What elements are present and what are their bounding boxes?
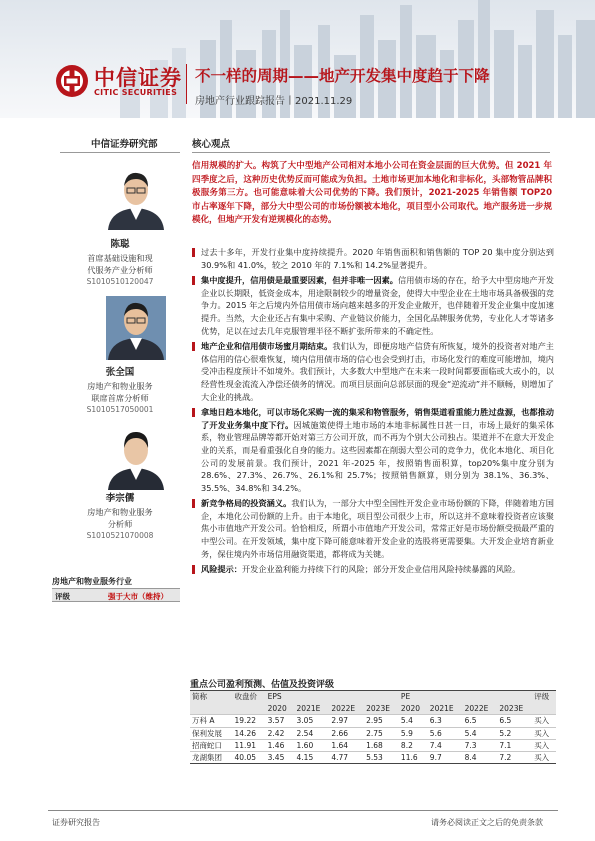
analyst-name: 张全国 <box>105 367 135 378</box>
forecast-table <box>190 690 556 764</box>
analyst-photo-2 <box>106 296 166 360</box>
analyst-photo-3 <box>106 426 166 490</box>
analyst-card-3 <box>60 492 180 542</box>
industry-label: 房地产和物业服务行业 <box>52 577 132 586</box>
analyst-role: 联席首席分析师 <box>91 393 149 403</box>
bullet-marker <box>192 499 195 508</box>
forecast-table-title: 重点公司盈利预测、估值及投资评级 <box>190 680 335 690</box>
year-cell: 2023E <box>364 703 399 715</box>
year-cell: 2021E <box>295 703 330 715</box>
analyst-cert: S1010521070008 <box>86 531 154 540</box>
year-cell: 2022E <box>463 703 498 715</box>
rating-label: 评级 <box>55 592 70 601</box>
analyst-cert: S1010510120047 <box>86 277 154 286</box>
core-view-heading: 核心观点 <box>192 139 231 150</box>
logo-text-cn: 中信证券 <box>94 66 182 90</box>
header-divider <box>186 64 187 104</box>
bullet-marker <box>192 342 195 351</box>
table-row: 招商蛇口 11.91 1.46 1.60 1.64 1.68 8.2 7.4 7.3 7.1 买入 <box>190 739 556 751</box>
bullet-item: 风险提示：开发企业盈利能力持续下行的风险；部分开发企业信用风险持续暴露的风险。 <box>192 563 554 576</box>
bullet-marker <box>192 276 195 285</box>
analyst-name: 李宗儒 <box>105 493 135 504</box>
table-header-row <box>190 691 556 703</box>
research-dept-label: 中信证券研究部 <box>91 139 158 150</box>
bullet-marker <box>192 408 195 417</box>
core-summary: 信用规模的扩大。构筑了大中型地产公司相对本地小公司在资金层面的巨大优势。但 2021 年四季度之后，这种历史优势反而可能成为负担。土地市场更加本地化和非标化，头部物管品牌积极服务第三方。也可能意味着大公司优势的下降。我们预计，2021-2025 年销售额 TOP20 市占率逐年下降，部分大中型公司的市场份额被本地化，项目型小公司取代。地产服务进一步规模化，但地产开发有逆规模化的态势。 <box>192 161 552 226</box>
header-banner <box>0 0 595 118</box>
col-name-header: 简称 <box>190 691 233 703</box>
citic-logo-icon <box>55 64 89 98</box>
analyst-role: 代服务产业分析师 <box>87 265 153 275</box>
analyst-cert: S1010517050001 <box>86 405 154 414</box>
analyst-role: 首席基础设施和现 <box>87 253 153 263</box>
analyst-card-1 <box>60 238 180 288</box>
col-rating-header: 评级 <box>532 691 556 703</box>
footer-left-text: 证券研究报告 <box>52 818 100 827</box>
year-cell: 2020 <box>266 703 295 715</box>
bullet-list <box>192 246 554 579</box>
report-title: 不一样的周期——地产开发集中度趋于下降 <box>195 67 490 85</box>
year-cell: 2020 <box>399 703 428 715</box>
analyst-name: 陈聪 <box>110 239 130 250</box>
logo-text-en: CITIC SECURITIES <box>94 88 178 97</box>
bullet-item: 过去十多年，开发行业集中度持续提升。2020 年销售面积和销售额的 TOP 20 集中度分别达到 30.9%和 41.0%，较之 2010 年的 7.1%和 14.2%显著提升。 <box>192 246 554 271</box>
bullet-item: 集中度提升，信用债是最重要因素，但并非唯一因素。信用债市场的存在，给予大中型房地产开发企业以长期限，低资金成本，用途限制较少的增量资金，使得大中型企业在土地市场具备极强的竞争力。2015 年之后境内外信用债市场向越来越多的开发企业敞开，也伴随着开发企业集中度加速提升。当然，大企业还占有集中采购、产业链议价能力，全国化品牌服务优势，专业化人才等诸多优势，足以在过去几年克服管理半径不断扩张所带来的不确定性。 <box>192 274 554 337</box>
table-year-row <box>190 703 556 715</box>
core-divider <box>192 152 550 153</box>
bullet-item: 新竞争格局的投资涵义。我们认为，一部分大中型全国性开发企业市场份额的下降，伴随着地方国企，本地化公司份额的上升。由于本地化，项目型公司很少上市，所以这并不意味着投资者应该聚焦小市值地产开发公司。恰恰相反，所谓小市值地产开发公司，常常正好是市场份额受损最严重的中型公司。在开发领域，集中度下降可能意味着开发企业的选股将更需要集。大开发企业培育新业务，保住境内外市场信用融资渠道，都将成为关键。 <box>192 497 554 560</box>
table-row: 万科 A 19.22 3.57 3.05 2.97 2.95 5.4 6.3 6.5 6.5 买入 <box>190 715 556 727</box>
footer-divider <box>48 810 558 811</box>
analyst-role: 房地产和物业服务 <box>87 507 153 517</box>
analyst-card-2 <box>60 366 180 416</box>
bullet-item: 地产企业和信用债市场蜜月期结束。我们认为，即便房地产信贷有所恢复，境外的投资者对地产主体信用的信心很难恢复，境内信用债市场的信心也会受到打击，市场化发行的难度可能增加，境内受冲击程度预计不如境外。我们预计，大多数大中型地产在未来一段时间都要面临或大或小的，以经营性现金流流入净偿还债务的情况。而项目层面向总部层面的现金“逆流动”并不顺畅，则增加了大企业的挑战。 <box>192 340 554 403</box>
year-cell: 2021E <box>428 703 463 715</box>
analyst-role: 分析师 <box>107 519 133 529</box>
analyst-photo-1 <box>106 166 166 230</box>
rating-value: 强于大市（维持） <box>108 592 168 601</box>
footer-disclaimer: 请务必阅读正文之后的免责条款 <box>431 818 543 827</box>
col-price-header: 收盘价 <box>233 691 266 703</box>
bullet-item: 拿地日趋本地化，可以市场化采购一流的集采和物管服务，销售渠道看重能力胜过盘源，也都推动了开发业务集中度下行。因城施策使得土地市场的本地非标属性日甚一日，市场上最好的集采体系，物业管理品牌等都开始对第三方公司开放，而不再为个别大公司独占。渠道并不在意大开发企业的关系，而是看重强化自身的能力。这些因素都在削弱大型公司的竞争力，优化本地化、项目化公司的发展前景。我们预计，2021 年-2025 年，按照销售面积算，top20%集中度分别为 28.6%、27.3%、26.7%、26.1%和 25.7%；按照销售额算，则分别为 38.1%、36.3%、35.5%、34.8%和 34.2%。 <box>192 406 554 494</box>
sidebar-divider <box>60 152 180 153</box>
rating-bar <box>52 588 180 602</box>
year-cell: 2023E <box>497 703 532 715</box>
table-row: 龙湖集团 40.05 3.45 4.15 4.77 5.53 11.6 9.7 8.4 7.2 买入 <box>190 751 556 763</box>
year-cell: 2022E <box>329 703 364 715</box>
table-row: 保利发展 14.26 2.42 2.54 2.66 2.75 5.9 5.6 5.4 5.2 买入 <box>190 727 556 739</box>
bullet-marker <box>192 565 195 574</box>
analyst-role: 房地产和物业服务 <box>87 381 153 391</box>
eps-header: EPS <box>266 691 399 703</box>
bullet-marker <box>192 248 195 257</box>
pe-header: PE <box>399 691 532 703</box>
report-subtitle: 房地产行业跟踪报告丨2021.11.29 <box>195 96 353 107</box>
